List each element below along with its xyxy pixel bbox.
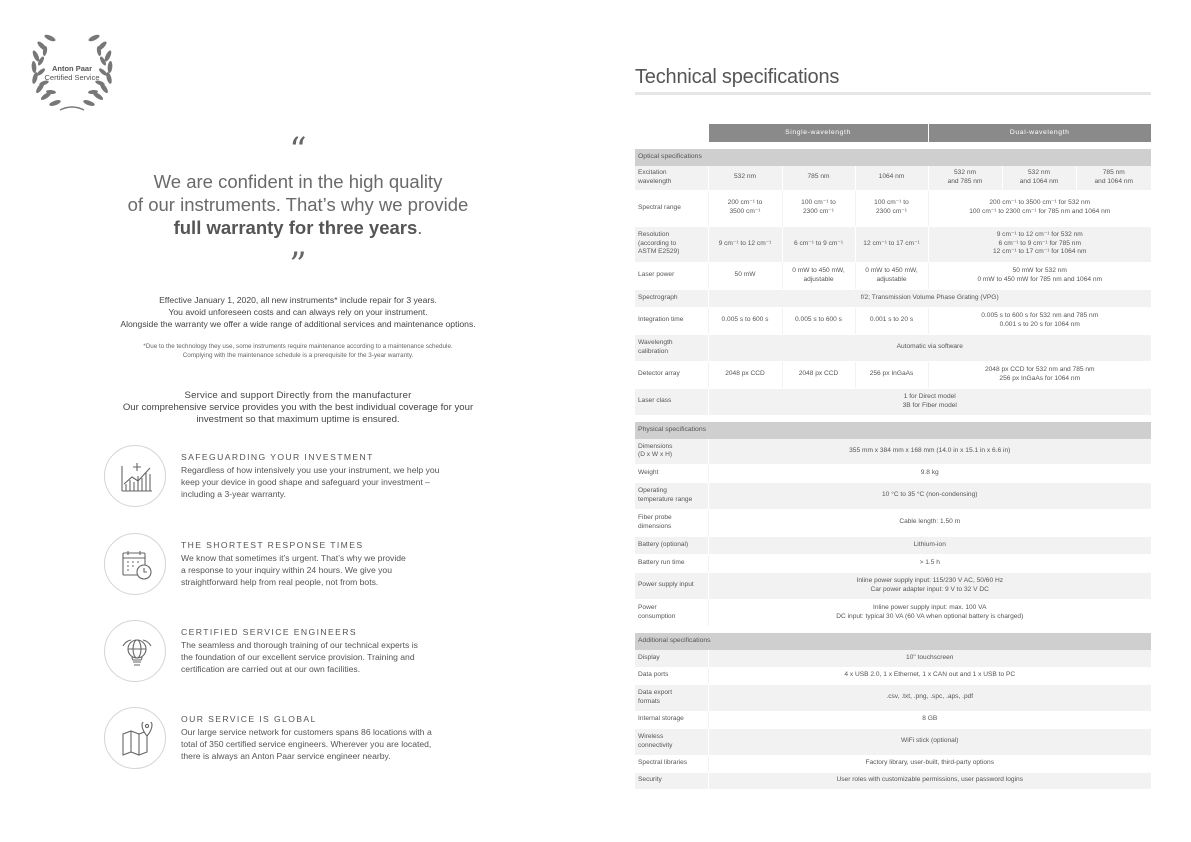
table-row: Laser class 1 for Direct model 3B for Fiber model	[635, 388, 1151, 415]
section-physical: Physical specifications	[635, 422, 1151, 439]
table-row: Resolution (according to ASTM E2529) 9 cm⁻¹ to 12 cm⁻¹ 6 cm⁻¹ to 9 cm⁻¹ 12 cm⁻¹ to 17 cm⁻¹ 9 cm⁻¹ to 12 cm⁻¹ for 532 nm 6 cm⁻¹ to 9 cm⁻¹ for 785 nm 12 cm⁻¹ to 17 cm⁻¹ for 1064 nm	[635, 226, 1151, 262]
table-row: Security User roles with customizable permissions, user password logins	[635, 772, 1151, 789]
feature-text: We know that sometimes it’s urgent. That’s why we provide a response to your inquiry within 24 hours. We give you straightforward help from real people, not from bots.	[181, 553, 406, 588]
footnote-line-1: *Due to the technology they use, some instruments require maintenance according to a maintenance schedule.	[143, 343, 453, 350]
table-row: Dimensions (D x W x H) 355 mm x 384 mm x 168 mm (14.0 in x 15.1 in x 6.6 in)	[635, 439, 1151, 464]
service-line-2: investment so that maximum uptime is ensured.	[196, 414, 400, 425]
feature-text: The seamless and thorough training of our technical experts is the foundation of our excellent service provision. Training and certification are carried out at our own facilities.	[181, 640, 418, 675]
table-row: Operating temperature range 10 °C to 35 °C (non-condensing)	[635, 482, 1151, 509]
feature-title: SAFEGUARDING YOUR INVESTMENT	[181, 452, 374, 462]
investment-chart-icon	[120, 460, 154, 494]
lightbulb-globe-icon	[120, 635, 154, 669]
table-row: Integration time 0.005 s to 600 s 0.005 s to 600 s 0.001 s to 20 s 0.005 s to 600 s for 532 nm and 785 nm 0.001 s to 20 s for 1064 nm	[635, 307, 1151, 334]
service-intro	[80, 390, 516, 426]
feature-text: Regardless of how intensively you use your instrument, we help you keep your device in good shape and safeguard your investment – including a 3-year warranty.	[181, 465, 440, 500]
table-row: Spectrograph f/2; Transmission Volume Phase Grating (VPG)	[635, 289, 1151, 307]
quote-line-1: We are confident in the high quality	[153, 171, 443, 192]
table-row: Weight 9.8 kg	[635, 464, 1151, 482]
feature-global-service	[104, 707, 504, 773]
header-dual-wavelength: Dual-wavelength	[928, 124, 1151, 142]
quote-period: .	[417, 217, 423, 238]
table-row: Fiber probe dimensions Cable length: 1.50 m	[635, 509, 1151, 536]
quote-emphasis: full warranty for three years	[173, 217, 418, 238]
table-row: Wavelength calibration Automatic via software	[635, 334, 1151, 361]
spec-table	[635, 124, 1151, 790]
feature-response-times	[104, 533, 504, 599]
quote-close-mark: ”	[289, 245, 307, 285]
warranty-quote	[90, 170, 506, 239]
service-line-1: Our comprehensive service provides you with the best individual coverage for your	[122, 402, 474, 413]
table-row: Data export formats .csv, .txt, .png, .spc, .aps, .pdf	[635, 684, 1151, 711]
quote-line-2: of our instruments. That’s why we provide	[127, 194, 469, 215]
table-row: Spectral libraries Factory library, user-built, third-party options	[635, 755, 1151, 772]
table-row: Detector array 2048 px CCD 2048 px CCD 256 px InGaAs 2048 px CCD for 532 nm and 785 nm 256 px InGaAs for 1064 nm	[635, 361, 1151, 388]
intro-line-2: You avoid unforeseen costs and can always rely on your instrument.	[168, 307, 428, 317]
intro-line-3: Alongside the warranty we offer a wide range of additional services and maintenance options.	[120, 319, 476, 329]
table-row: Laser power 50 mW 0 mW to 450 mW, adjustable 0 mW to 450 mW, adjustable 50 mW for 532 nm 0 mW to 450 mW for 785 nm and 1064 nm	[635, 262, 1151, 289]
badge-subtitle: Certified Service	[44, 73, 100, 82]
table-row: Internal storage 8 GB	[635, 711, 1151, 728]
feature-text: Our large service network for customers spans 86 locations with a total of 350 certified service engineers. Wherever you are located, there is always an Anton Paar service engineer nearby.	[181, 727, 432, 762]
table-row: Power supply input Inline power supply input: 115/230 V AC, 50/60 Hz Car power adapter input: 9 V to 32 V DC	[635, 572, 1151, 599]
feature-title: OUR SERVICE IS GLOBAL	[181, 714, 317, 724]
section-optical: Optical specifications	[635, 149, 1151, 166]
table-row: Spectral range 200 cm⁻¹ to 3500 cm⁻¹ 100 cm⁻¹ to 2300 cm⁻¹ 100 cm⁻¹ to 2300 cm⁻¹ 200 cm⁻¹ to 3500 cm⁻¹ for 532 nm 100 cm⁻¹ to 2300 cm⁻¹ for 785 nm and 1064 nm	[635, 190, 1151, 226]
feature-title: THE SHORTEST RESPONSE TIMES	[181, 540, 364, 550]
table-row: Wireless connectivity WiFi stick (optional)	[635, 728, 1151, 755]
calendar-clock-icon	[120, 548, 154, 582]
warranty-footnote	[80, 342, 516, 360]
table-row: Data ports 4 x USB 2.0, 1 x Ethernet, 1 x CAN out and 1 x USB to PC	[635, 667, 1151, 684]
footnote-line-2: Complying with the maintenance schedule is a prerequisite for the 3-year warranty.	[182, 352, 414, 359]
feature-investment	[104, 445, 504, 511]
title-divider	[635, 92, 1151, 95]
table-row: Battery run time > 1.5 h	[635, 554, 1151, 572]
map-pin-icon	[120, 722, 154, 756]
feature-title: CERTIFIED SERVICE ENGINEERS	[181, 627, 357, 637]
service-title: Service and support Directly from the manufacturer	[184, 390, 412, 401]
feature-certified-engineers	[104, 620, 504, 686]
certified-service-badge	[26, 26, 118, 118]
quote-open-mark: “	[289, 130, 307, 170]
badge-brand: Anton Paar	[51, 64, 92, 73]
intro-line-1: Effective January 1, 2020, all new instruments* include repair for 3 years.	[159, 295, 437, 305]
warranty-intro	[60, 294, 536, 330]
table-row: Excitation wavelength 532 nm 785 nm 1064 nm 532 nm and 785 nm 532 nm and 1064 nm 785 nm and 1064 nm	[635, 166, 1151, 190]
header-single-wavelength: Single-wavelength	[708, 124, 928, 142]
table-row: Battery (optional) Lithium-ion	[635, 536, 1151, 554]
table-row: Display 10" touchscreen	[635, 650, 1151, 667]
table-header	[635, 124, 1151, 142]
table-row: Power consumption Inline power supply input: max. 100 VA DC input: typical 30 VA (60 VA when optional battery is charged)	[635, 599, 1151, 626]
section-additional: Additional specifications	[635, 633, 1151, 650]
spec-page-title: Technical specifications	[635, 66, 840, 88]
